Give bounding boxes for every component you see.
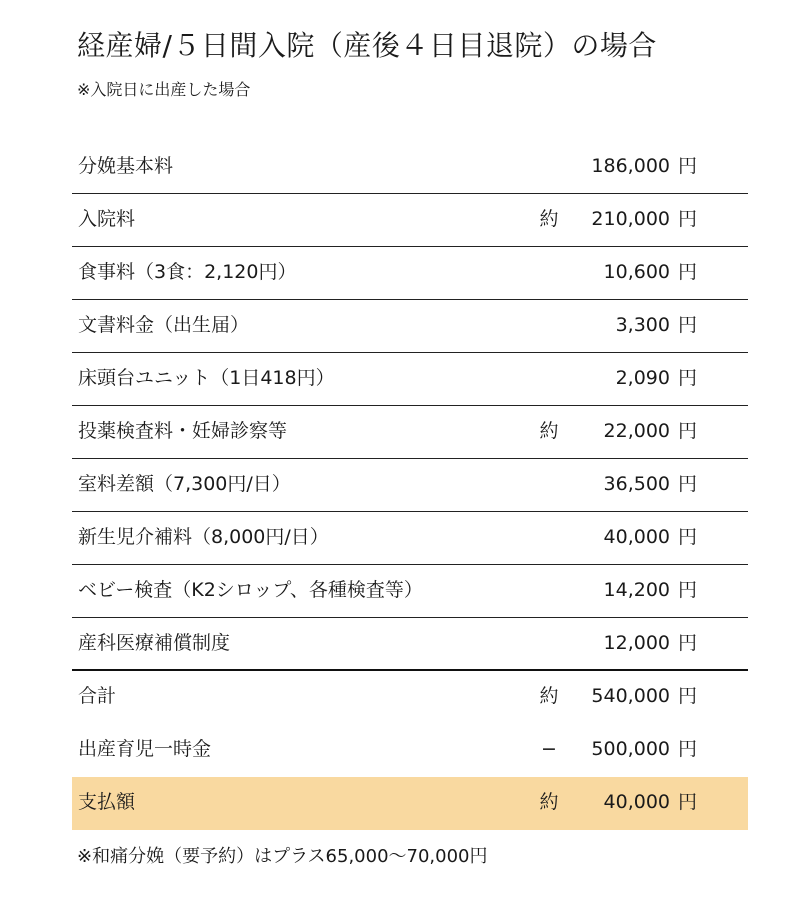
cost-row-hospitalization [72,194,748,247]
summary-label: 支払額 [78,791,136,813]
cost-row-baby-exam [72,565,748,618]
cost-row-room-difference [72,459,748,512]
summary-amount: 500,000 [591,738,670,760]
row-unit: 円 [678,367,698,389]
cost-row-newborn-care [72,512,748,565]
row-unit: 円 [678,632,698,654]
row-amount: 2,090 [615,367,670,389]
row-amount: 186,000 [591,155,670,177]
summary-unit: 円 [678,791,698,813]
summary-amount: 540,000 [591,685,670,707]
row-label: 入院料 [78,208,136,230]
row-amount: 12,000 [603,632,670,654]
row-unit: 円 [678,526,698,548]
row-label: 室料差額（7,300円/日） [78,473,291,495]
row-unit: 円 [678,261,698,283]
row-amount: 14,200 [603,579,670,601]
row-unit: 円 [678,314,698,336]
row-label: 産科医療補償制度 [78,632,231,654]
row-amount: 40,000 [603,526,670,548]
page-subtitle: ※入院日に出産した場合 [77,80,251,99]
row-amount: 22,000 [603,420,670,442]
cost-row-meals [72,247,748,300]
summary-unit: 円 [678,738,698,760]
cost-row-documents [72,300,748,353]
summary-row-payment [72,777,748,830]
cost-table [72,141,748,830]
row-unit: 円 [678,208,698,230]
row-amount: 10,600 [603,261,670,283]
cost-row-obstetric-compensation [72,618,748,671]
row-label: 床頭台ユニット（1日418円） [78,367,335,389]
row-label: 新生児介補料（8,000円/日） [78,526,329,548]
row-prefix: 約 [539,420,559,442]
summary-label: 出産育児一時金 [78,738,212,760]
row-label: 文書料金（出生届） [78,314,250,336]
page-title: 経産婦/５日間入院（産後４日目退院）の場合 [77,29,657,62]
row-prefix: 約 [539,208,559,230]
row-unit: 円 [678,420,698,442]
row-amount: 210,000 [591,208,670,230]
summary-amount: 40,000 [603,791,670,813]
footnote: ※和痛分娩（要予約）はプラス65,000〜70,000円 [77,846,488,867]
row-amount: 36,500 [603,473,670,495]
row-label: ベビー検査（K2シロップ、各種検査等） [78,579,423,601]
row-amount: 3,300 [615,314,670,336]
cost-row-delivery-base [72,141,748,194]
row-label: 投薬検査料・妊婦診察等 [78,420,288,442]
summary-unit: 円 [678,685,698,707]
summary-prefix: 約 [539,685,559,707]
summary-row-total [72,671,748,724]
row-label: 分娩基本料 [78,155,174,177]
summary-prefix: 約 [539,791,559,813]
summary-label: 合計 [78,685,117,707]
row-unit: 円 [678,579,698,601]
row-unit: 円 [678,155,698,177]
row-label: 食事料（3食：2,120円） [78,261,297,283]
row-unit: 円 [678,473,698,495]
cost-row-medication-exam [72,406,748,459]
summary-prefix: − [541,738,557,760]
summary-row-childbirth-allowance [72,724,748,777]
cost-row-bedside-unit [72,353,748,406]
